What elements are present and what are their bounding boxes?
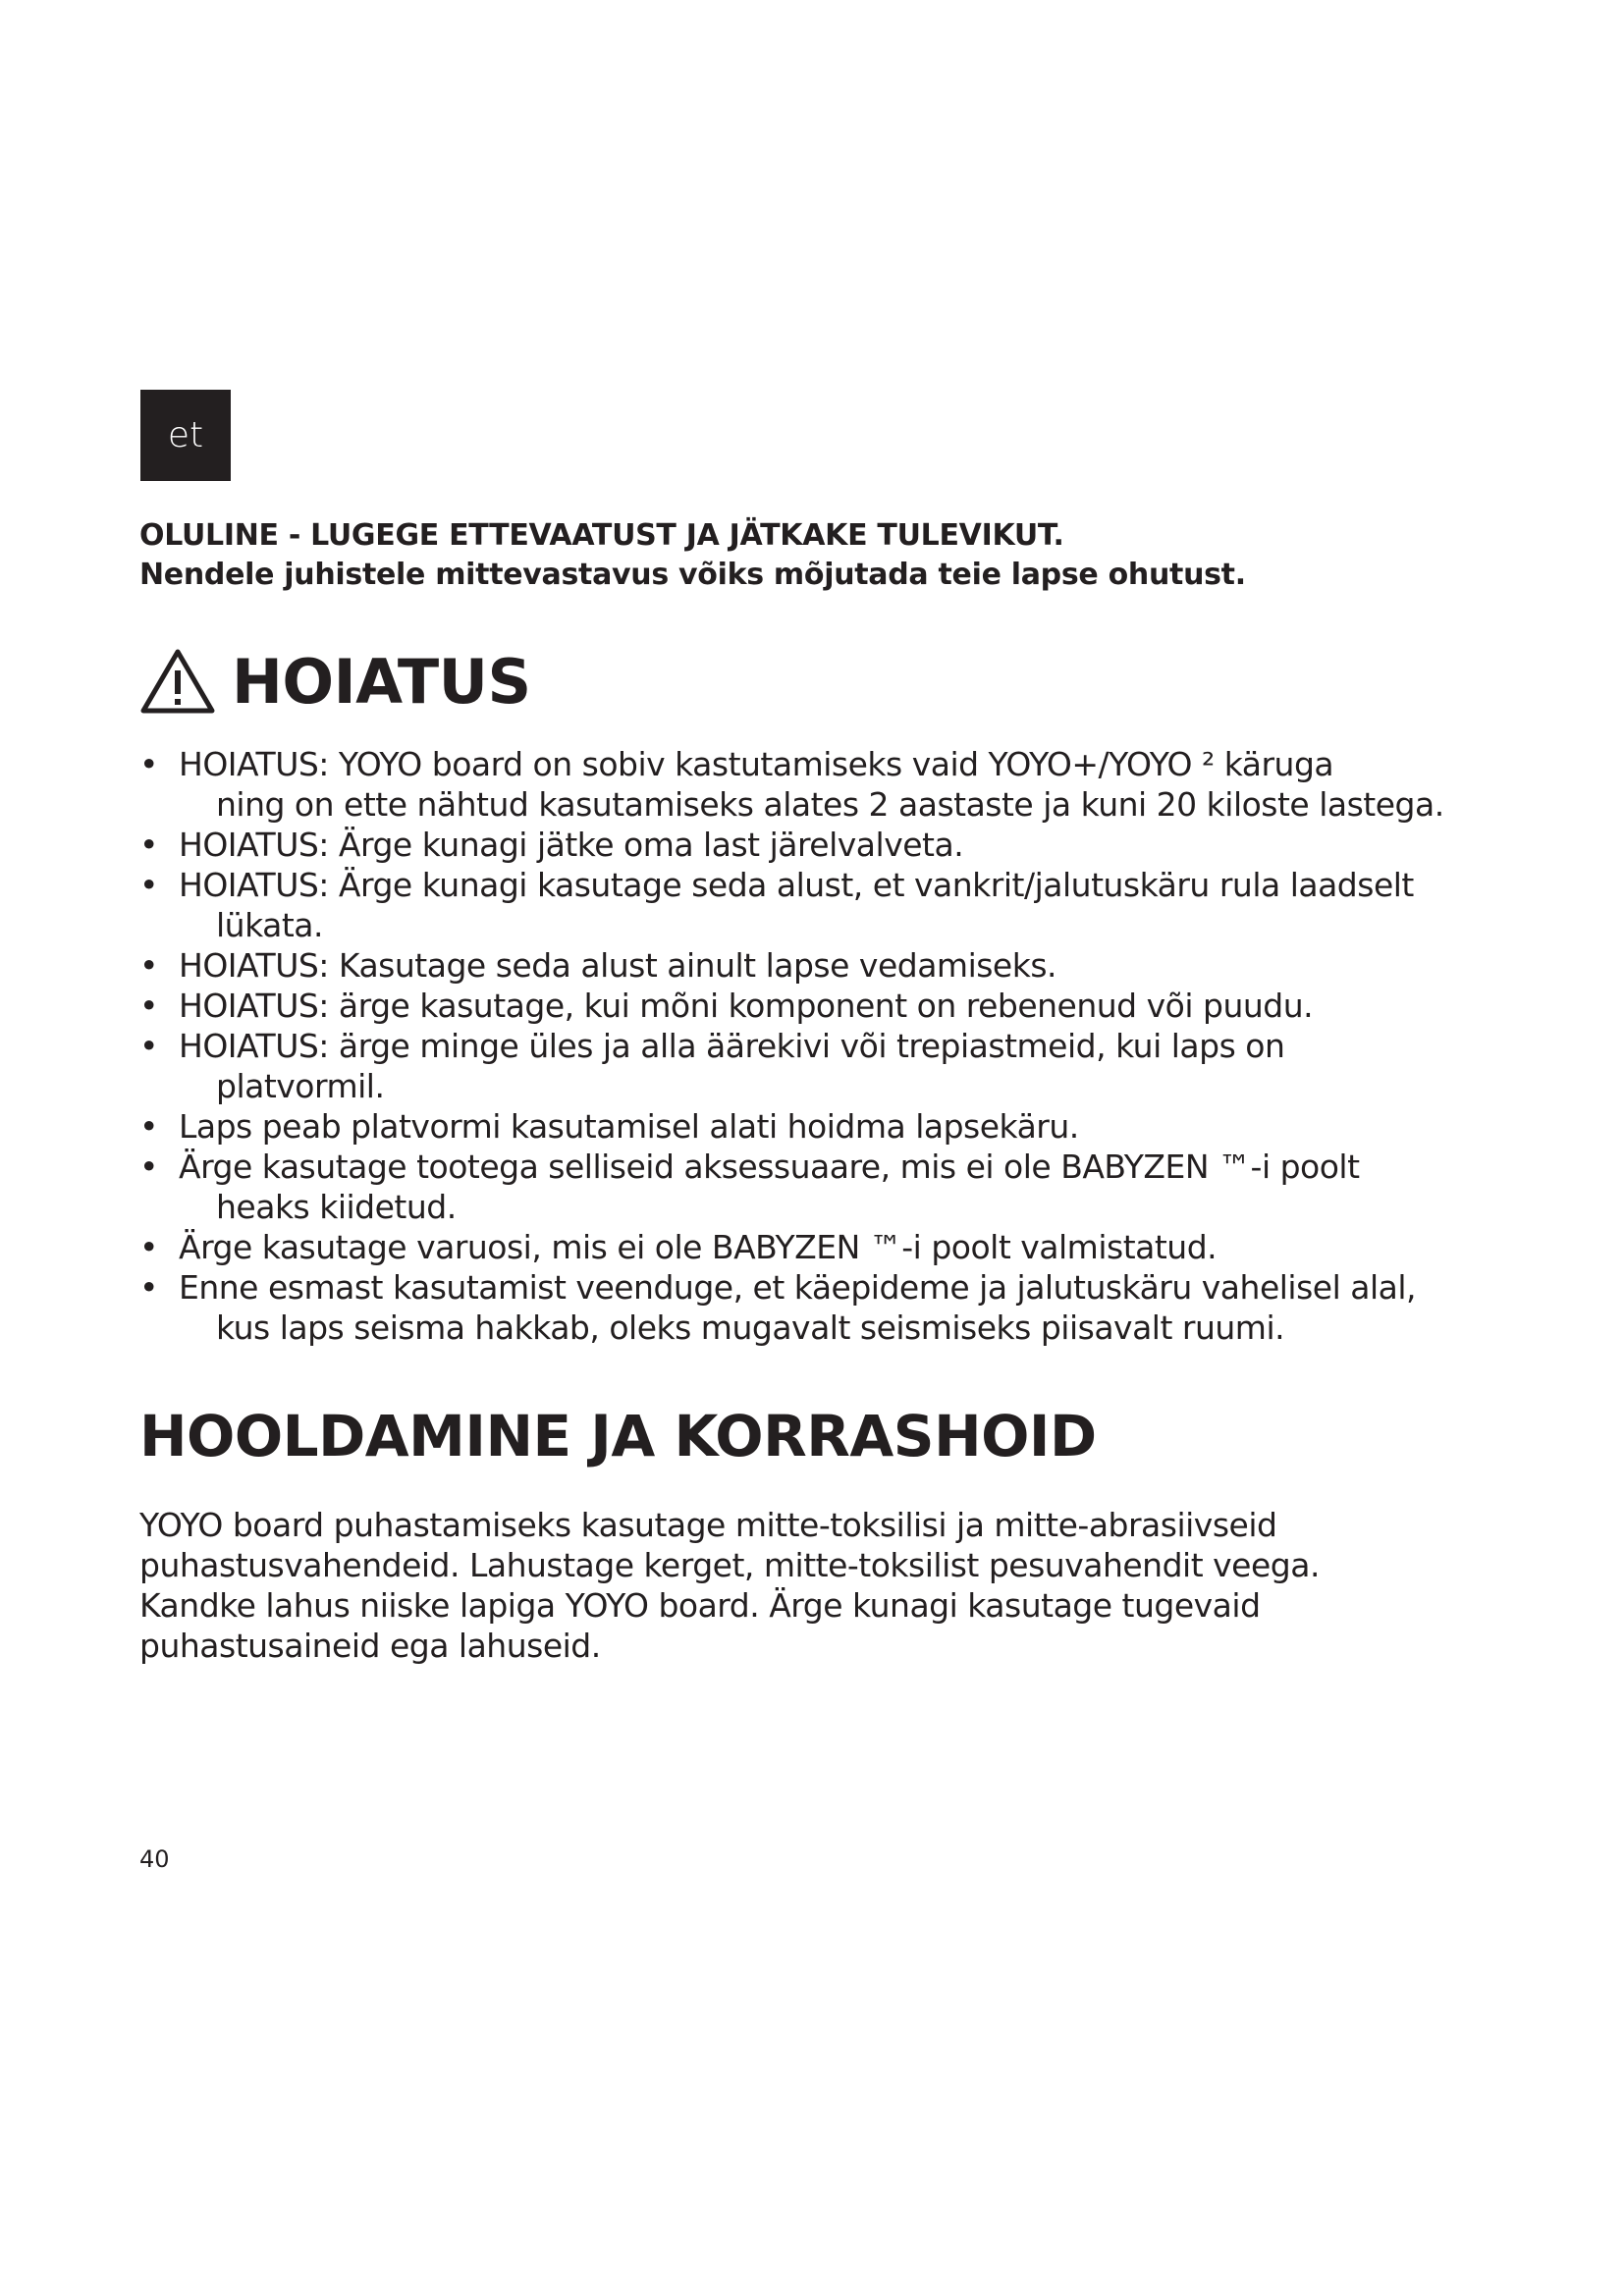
warning-item-line: lükata. [216,906,323,944]
care-body-line: puhastusaineid ega lahuseid. [139,1627,601,1665]
warning-item-line: Enne esmast kasutamist veenduge, et käepideme ja jalutuskäru vahelisel alal, [179,1268,1417,1307]
warning-item [139,1026,1494,1106]
warning-triangle-icon [139,647,216,716]
warning-item-line: HOIATUS: ärge minge üles ja alla äärekivi või trepiastmeid, kui laps on [179,1027,1285,1065]
warning-item [139,1227,1494,1267]
warning-item-line: heaks kiidetud. [216,1188,457,1226]
warning-item-line: platvormil. [216,1067,385,1105]
important-notice-line-2: Nendele juhistele mittevastavus võiks mõjutada teie lapse ohutust. [139,558,1246,592]
warning-item-line: Ärge kasutage tootega selliseid aksessuaare, mis ei ole BABYZEN ™-i poolt [179,1148,1360,1186]
care-body-line: YOYO board puhastamiseks kasutage mitte-toksilisi ja mitte-abrasiivseid [139,1506,1277,1544]
care-body-line: Kandke lahus niiske lapiga YOYO board. Ärge kunagi kasutage tugevaid [139,1586,1261,1625]
warning-item-line: HOIATUS: Ärge kunagi kasutage seda alust, et vankrit/jalutuskäru rula laadselt [179,866,1414,904]
bullet-icon: • [139,1148,158,1186]
warning-item-line: ning on ette nähtud kasutamiseks alates 2 aastaste ja kuni 20 kiloste lastega. [216,785,1444,824]
warning-item [139,744,1494,825]
page-number: 40 [139,1845,170,1873]
warning-item-line: kus laps seisma hakkab, oleks mugavalt seismiseks piisavalt ruumi. [216,1308,1285,1347]
warning-item-line: Laps peab platvormi kasutamisel alati hoidma lapsekäru. [179,1107,1079,1146]
warning-item-line: HOIATUS: ärge kasutage, kui mõni komponent on rebenenud või puudu. [179,987,1314,1025]
warning-item-line: Ärge kasutage varuosi, mis ei ole BABYZEN ™-i poolt valmistatud. [179,1228,1218,1266]
important-notice [139,516,1514,595]
bullet-icon: • [139,1107,158,1146]
warnings-list [139,744,1494,1348]
warning-item [139,1147,1494,1227]
bullet-icon: • [139,745,158,783]
warning-item [139,945,1494,986]
bullet-icon: • [139,946,158,985]
language-badge: et [140,390,231,481]
bullet-icon: • [139,866,158,904]
important-notice-line-1: OLULINE - LUGEGE ETTEVAATUST JA JÄTKAKE TULEVIKUT. [139,518,1064,553]
bullet-icon: • [139,1027,158,1065]
care-body [139,1505,1514,1666]
bullet-icon: • [139,826,158,864]
bullet-icon: • [139,1228,158,1266]
warning-heading [139,642,531,721]
warning-item-line: HOIATUS: YOYO board on sobiv kastutamiseks vaid YOYO+/YOYO ² käruga [179,745,1334,783]
care-title: HOOLDAMINE JA KORRASHOID [139,1403,1097,1469]
care-body-line: puhastusvahendeid. Lahustage kerget, mitte-toksilist pesuvahendit veega. [139,1546,1320,1584]
warning-item-line: HOIATUS: Kasutage seda alust ainult lapse vedamiseks. [179,946,1057,985]
warning-item [139,1106,1494,1147]
warning-title: HOIATUS [232,645,531,718]
warning-item [139,865,1494,945]
warning-item [139,825,1494,865]
bullet-icon: • [139,987,158,1025]
bullet-icon: • [139,1268,158,1307]
warning-item-line: HOIATUS: Ärge kunagi jätke oma last järelvalveta. [179,826,964,864]
warning-item [139,1267,1494,1348]
warning-item [139,986,1494,1026]
